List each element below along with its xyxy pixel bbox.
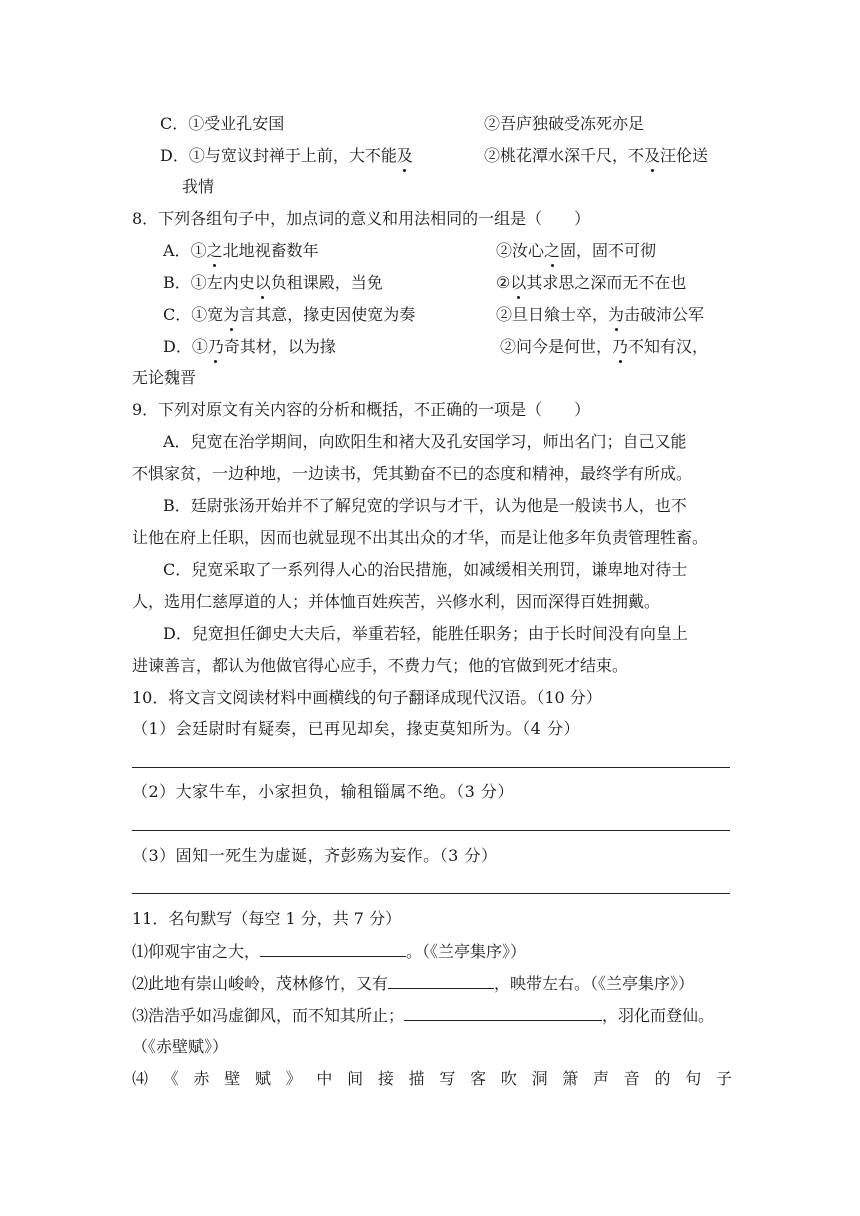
- emphasis-dot-char: 以: [510, 273, 527, 292]
- answer-line-2[interactable]: [132, 830, 730, 831]
- emphasis-dot-char: 及: [644, 146, 661, 165]
- q9-option-d: D．兒宽担任御史大夫后，举重若轻，能胜任职务；由于长时间没有向皇上: [163, 624, 688, 643]
- q7-option-c-second: ②吾庐独破受冻死亦足: [484, 114, 645, 133]
- q8-option-a: A．①之北地视畜数年: [163, 241, 319, 260]
- q9-option-c-continuation: 人，选用仁慈厚道的人；并体恤百姓疾苦，兴修水利，因而深得百姓拥戴。: [132, 592, 661, 611]
- emphasis-dot-char: 为: [608, 305, 625, 324]
- q9-option-a-continuation: 不惧家贫，一边种地，一边读书，凭其勤奋不已的态度和精神，最终学有所成。: [132, 464, 693, 483]
- fill-blank[interactable]: [404, 1004, 602, 1021]
- q11-item-2: ⑵此地有崇山峻岭，茂林修竹，又有 ，映带左右。（《兰亭集序》）: [132, 974, 695, 993]
- q9-stem: 9．下列对原文有关内容的分析和概括，不正确的一项是（ ）: [132, 400, 591, 419]
- q7-option-d-continuation: 我情: [182, 177, 215, 196]
- q8-option-d: D．①乃奇其材，以为掾: [163, 337, 336, 356]
- q8-option-a-second: ②汝心之固，固不可彻: [496, 241, 657, 260]
- q9-option-d-continuation: 进谏善言，都认为他做官得心应手，不费力气；他的官做到死才结束。: [132, 656, 629, 675]
- q11-stem: 11．名句默写（每空 1 分，共 7 分）: [132, 909, 402, 928]
- q10-stem: 10．将文言文阅读材料中画横线的句子翻译成现代汉语。（10 分）: [132, 688, 602, 707]
- emphasis-dot-char: 之: [206, 241, 223, 260]
- q8-option-b: B．①左内史以负租课殿，当免: [163, 273, 383, 292]
- q11-item-1: ⑴仰观宇宙之大， 。（《兰亭集序》）: [132, 942, 527, 961]
- q9-option-b: B．廷尉张汤开始并不了解兒宽的学识与才干，认为他是一般读书人，也不: [163, 496, 687, 515]
- q7-option-d-second: ②桃花潭水深千尺，不及汪伦送: [484, 146, 709, 165]
- fill-blank[interactable]: [388, 972, 494, 989]
- q7-option-d: D．①与宽议封禅于上前，大不能及: [160, 146, 413, 165]
- q10-sentence-2: （2）大家牛车，小家担负，输租锱属不绝。（3 分）: [132, 782, 514, 801]
- emphasis-dot-char: 为: [223, 305, 240, 324]
- q8-option-d-continuation: 无论魏晋: [132, 368, 197, 387]
- q11-item-3: ⑶浩浩乎如冯虚御风，而不知其所止； ，羽化而登仙。: [132, 1006, 715, 1025]
- q9-option-b-continuation: 让他在府上任职，因而也就显现不出其出众的才华，而是让他多年负责管理牲畜。: [132, 528, 709, 547]
- emphasis-dot-char: 以: [254, 273, 271, 292]
- q9-option-c: C．兒宽采取了一系列得人心的治民措施，如减缓相关刑罚，谦卑地对待士: [163, 560, 688, 579]
- fill-blank[interactable]: [260, 940, 406, 957]
- q8-option-c-second: ②旦日飨士卒，为击破沛公军: [496, 305, 705, 324]
- q10-sentence-1: （1）会廷尉时有疑奏，已再见却矣，掾吏莫知所为。（4 分）: [132, 719, 580, 738]
- emphasis-dot-char: 乃: [207, 337, 224, 356]
- answer-line-1[interactable]: [132, 767, 730, 768]
- answer-line-3[interactable]: [132, 893, 730, 894]
- q11-item-3-continuation: （《赤壁赋》）: [132, 1037, 229, 1056]
- q8-option-c: C．①宽为言其意，掾吏因使宽为奏: [163, 305, 416, 324]
- emphasis-dot-char: 乃: [612, 337, 629, 356]
- q8-option-b-second: ②以其求思之深而无不在也: [496, 273, 687, 292]
- q7-option-c: C．①受业孔安国: [160, 114, 285, 133]
- q10-sentence-3: （3）固知一死生为虚诞，齐彭殇为妄作。（3 分）: [132, 846, 498, 865]
- q8-option-d-second: ②问今是何世，乃不知有汉，: [500, 337, 709, 356]
- emphasis-dot-char: 之: [544, 241, 561, 260]
- emphasis-dot-char: 及: [396, 146, 413, 165]
- q9-option-a: A．兒宽在治学期间，向欧阳生和褚大及孔安国学习，师出名门；自己又能: [163, 432, 687, 451]
- q11-item-4: ⑷《赤壁赋》中间接描写客吹洞箫声音的句子: [132, 1069, 732, 1088]
- q8-stem: 8．下列各组句子中，加点词的意义和用法相同的一组是（ ）: [132, 209, 591, 228]
